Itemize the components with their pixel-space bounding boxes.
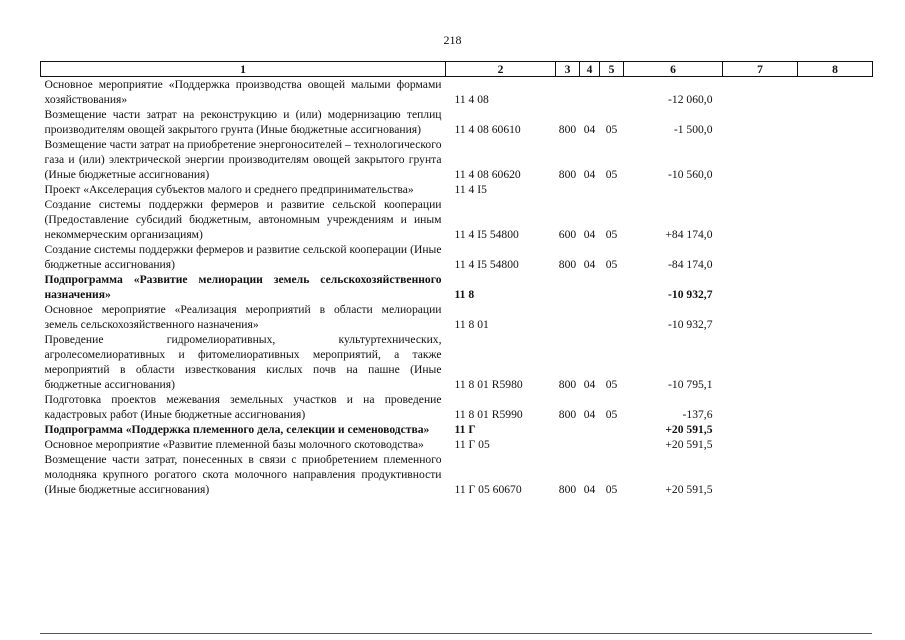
row-col-7 (723, 272, 798, 302)
row-col-8 (798, 392, 873, 422)
row-amount: +20 591,5 (665, 423, 713, 436)
page-number: 218 (443, 33, 462, 47)
row-section: 04 (583, 408, 596, 421)
row-code: 11 4 08 60610 (454, 123, 521, 136)
header-col-3: 3 (556, 62, 580, 77)
row-subsection: 05 (605, 483, 618, 496)
row-section (580, 302, 600, 332)
row-expense-type: 800 (558, 123, 577, 136)
row-section (580, 182, 600, 197)
row-amount: -10 932,7 (668, 288, 713, 301)
row-col-8 (798, 77, 873, 108)
header-col-6: 6 (624, 62, 723, 77)
table-row (41, 242, 873, 272)
row-col-8 (798, 197, 873, 242)
table-row (41, 107, 873, 137)
row-section: 04 (583, 123, 596, 136)
table-row (41, 137, 873, 182)
row-section: 04 (583, 228, 596, 241)
row-amount: -12 060,0 (668, 93, 713, 106)
row-name: Возмещение части затрат на приобретение энергоносителей – технологического газа и (или) электрической энергии производителям овощей закрытого грунта (Иные бюджетные ассигнования) (44, 138, 442, 181)
row-code: 11 8 01 R5980 (454, 378, 523, 391)
row-code: 11 4 08 60620 (454, 168, 521, 181)
row-amount: -10 795,1 (668, 378, 713, 391)
row-amount: -10 560,0 (668, 168, 713, 181)
row-name: Создание системы поддержки фермеров и развитие сельской кооперации (Предоставление субсидий бюджетным, автономным учреждениям и иным некоммерческим организациям) (44, 198, 442, 241)
row-code: 11 4 08 (454, 93, 489, 106)
row-col-8 (798, 452, 873, 497)
row-expense-type: 800 (558, 378, 577, 391)
row-subsection (600, 272, 624, 302)
row-col-8 (798, 137, 873, 182)
row-name: Создание системы поддержки фермеров и развитие сельской кооперации (Иные бюджетные ассигнования) (44, 243, 442, 271)
row-section: 04 (583, 483, 596, 496)
row-name: Основное мероприятие «Поддержка производства овощей малыми формами хозяйствования» (44, 78, 442, 106)
row-subsection: 05 (605, 378, 618, 391)
row-name: Проведение гидромелиоративных, культуртехнических, агролесомелиоративных и фитомелиоративных мероприятий, а также мероприятий в области известкования кислых почв на пашне (Иные бюджетные ассигнования) (44, 333, 442, 391)
row-section (580, 422, 600, 437)
row-col-7 (723, 77, 798, 108)
row-code: 11 4 I5 54800 (454, 228, 519, 241)
row-expense-type: 800 (558, 258, 577, 271)
row-section (580, 272, 600, 302)
row-section: 04 (583, 258, 596, 271)
row-col-7 (723, 302, 798, 332)
row-col-8 (798, 437, 873, 452)
row-expense-type (556, 437, 580, 452)
row-col-8 (798, 107, 873, 137)
row-col-7 (723, 242, 798, 272)
row-expense-type (556, 272, 580, 302)
row-col-8 (798, 332, 873, 392)
row-col-7 (723, 182, 798, 197)
row-name: Основное мероприятие «Реализация мероприятий в области мелиорации земель сельскохозяйственного назначения» (44, 303, 442, 331)
row-subsection: 05 (605, 168, 618, 181)
row-col-8 (798, 302, 873, 332)
row-subsection: 05 (605, 408, 618, 421)
row-name: Подпрограмма «Поддержка племенного дела, селекции и семеноводства» (44, 423, 430, 436)
table-row (41, 77, 873, 108)
row-name: Возмещение части затрат на реконструкцию и (или) модернизацию теплиц производителям овощей закрытого грунта (Иные бюджетные ассигнования) (44, 108, 442, 136)
table-body (41, 77, 873, 498)
table-row (41, 452, 873, 497)
row-expense-type: 800 (558, 168, 577, 181)
row-code: 11 8 01 R5990 (454, 408, 523, 421)
row-expense-type (556, 77, 580, 108)
row-section (580, 77, 600, 108)
row-code: 11 Г (454, 423, 476, 436)
header-col-5: 5 (600, 62, 624, 77)
table-row (41, 437, 873, 452)
row-subsection (600, 77, 624, 108)
row-col-7 (723, 332, 798, 392)
header-col-7: 7 (723, 62, 798, 77)
row-expense-type (556, 302, 580, 332)
row-expense-type: 800 (558, 483, 577, 496)
row-code: 11 4 I5 54800 (454, 258, 519, 271)
row-subsection: 05 (605, 258, 618, 271)
row-subsection (600, 437, 624, 452)
row-name: Проект «Акселерация субъектов малого и среднего предпринимательства» (44, 183, 414, 196)
row-amount: +20 591,5 (665, 483, 713, 496)
header-col-2: 2 (446, 62, 556, 77)
row-expense-type: 800 (558, 408, 577, 421)
row-amount (624, 182, 723, 197)
table-row (41, 392, 873, 422)
header-col-1: 1 (41, 62, 446, 77)
row-subsection (600, 182, 624, 197)
row-name: Подпрограмма «Развитие мелиорации земель сельскохозяйственного назначения» (44, 273, 442, 301)
row-col-7 (723, 437, 798, 452)
table-row (41, 197, 873, 242)
row-col-7 (723, 392, 798, 422)
table-row (41, 302, 873, 332)
row-code: 11 4 I5 (454, 183, 487, 196)
row-code: 11 Г 05 (454, 438, 490, 451)
row-col-8 (798, 182, 873, 197)
row-col-8 (798, 272, 873, 302)
row-amount: +84 174,0 (665, 228, 713, 241)
row-name: Основное мероприятие «Развитие племенной базы молочного скотоводства» (44, 438, 424, 451)
row-expense-type: 600 (558, 228, 577, 241)
budget-table (40, 61, 873, 497)
row-col-7 (723, 107, 798, 137)
row-amount: -10 932,7 (668, 318, 713, 331)
table-row (41, 272, 873, 302)
row-amount: -1 500,0 (673, 123, 713, 136)
row-subsection (600, 422, 624, 437)
header-col-4: 4 (580, 62, 600, 77)
row-expense-type (556, 182, 580, 197)
row-col-8 (798, 242, 873, 272)
row-subsection: 05 (605, 228, 618, 241)
row-amount: -137,6 (682, 408, 713, 421)
row-expense-type (556, 422, 580, 437)
row-subsection: 05 (605, 123, 618, 136)
row-amount: -84 174,0 (668, 258, 713, 271)
row-col-8 (798, 422, 873, 437)
row-section: 04 (583, 378, 596, 391)
row-code: 11 8 01 (454, 318, 489, 331)
row-name: Возмещение части затрат, понесенных в связи с приобретением племенного молодняка крупного рогатого скота молочного направления продуктивности (Иные бюджетные ассигнования) (44, 453, 442, 496)
row-subsection (600, 302, 624, 332)
row-name: Подготовка проектов межевания земельных участков и на проведение кадастровых работ (Иные бюджетные ассигнования) (44, 393, 442, 421)
table-header-row (41, 62, 873, 77)
table-row (41, 422, 873, 437)
row-section: 04 (583, 168, 596, 181)
row-code: 11 8 (454, 288, 475, 301)
row-amount: +20 591,5 (665, 438, 713, 451)
row-code: 11 Г 05 60670 (454, 483, 522, 496)
row-col-7 (723, 452, 798, 497)
table-row (41, 332, 873, 392)
table-row (41, 182, 873, 197)
header-col-8: 8 (798, 62, 873, 77)
row-col-7 (723, 422, 798, 437)
row-section (580, 437, 600, 452)
row-col-7 (723, 197, 798, 242)
bottom-rule (40, 633, 872, 634)
row-col-7 (723, 137, 798, 182)
